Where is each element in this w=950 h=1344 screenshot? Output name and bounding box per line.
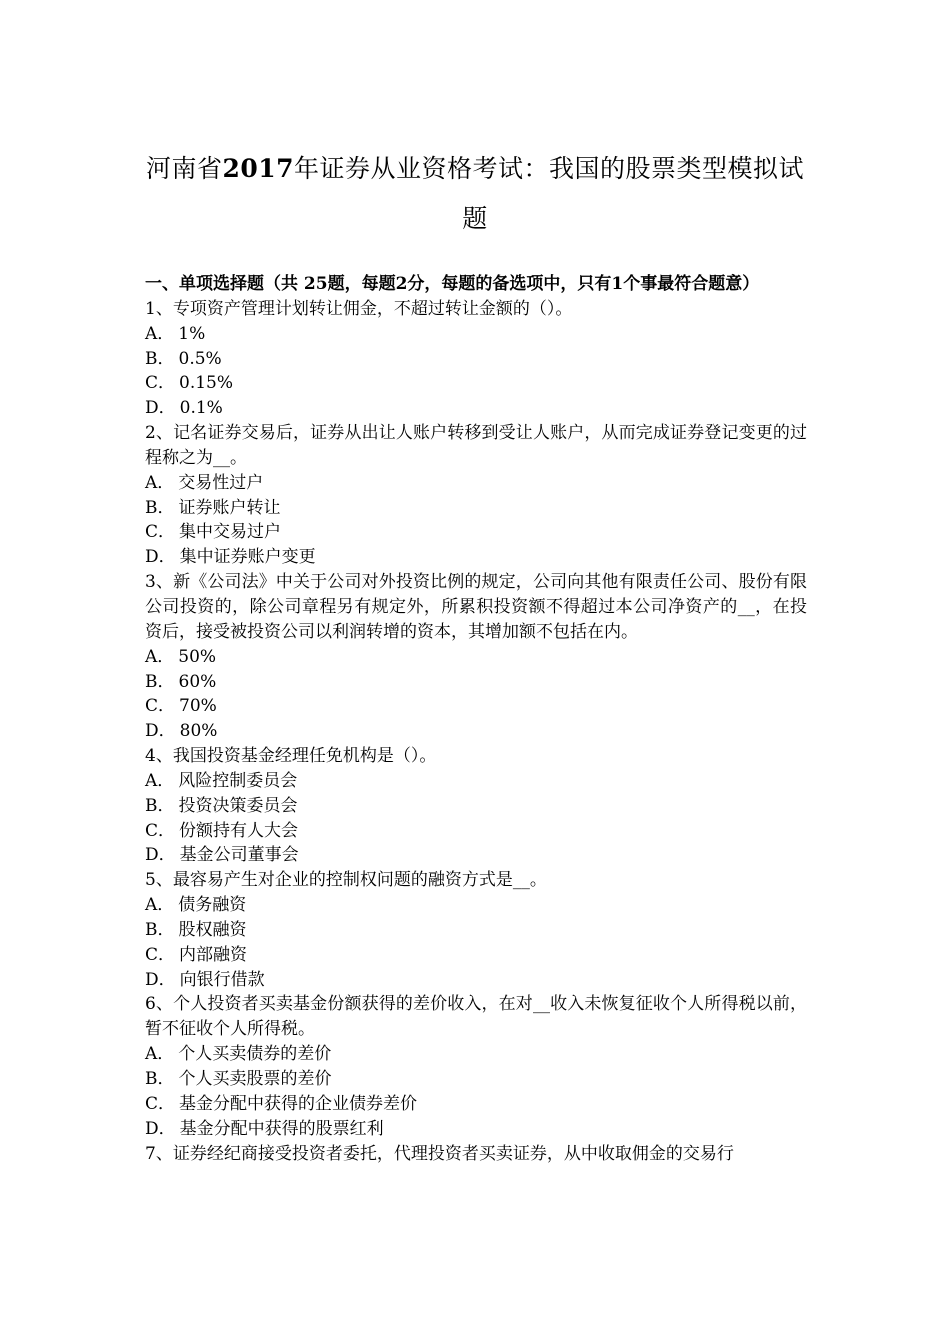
option-text: 集中交易过户	[179, 522, 282, 543]
question-text: 3、新《公司法》中关于公司对外投资比例的规定，公司向其他有限责任公司、股份有限公司投资的，除公司章程另有规定外，所累积投资额不得超过本公司净资产的__，在投资后，接受被投资公司以利润转增的资本，其增加额不包括在内。	[145, 572, 807, 642]
option-text: 投资决策委员会	[178, 795, 298, 816]
answer-option	[145, 471, 807, 496]
option-letter: C．	[145, 820, 176, 841]
option-text: 60%	[178, 671, 217, 692]
option-letter: B．	[145, 348, 175, 369]
title-part2: 年证券从业资格考试：我国的股票类型模拟试题	[294, 154, 805, 233]
question-block	[145, 992, 807, 1141]
option-text: 向银行借款	[179, 969, 265, 990]
option-letter: B．	[145, 1069, 175, 1089]
option-text: 债务融资	[178, 895, 247, 916]
option-text: 0.1%	[179, 398, 223, 419]
answer-option	[145, 545, 807, 570]
option-letter: D．	[145, 398, 176, 419]
question-block	[145, 1142, 807, 1167]
option-text: 个人买卖债券的差价	[178, 1044, 332, 1065]
option-letter: D．	[145, 845, 176, 866]
answer-option	[145, 496, 807, 521]
option-text: 基金分配中获得的股票红利	[179, 1118, 384, 1139]
option-letter: A．	[145, 323, 175, 344]
option-text: 基金公司董事会	[179, 845, 299, 866]
option-letter: B．	[145, 497, 175, 518]
option-text: 风险控制委员会	[178, 770, 298, 791]
question-text: 4、我国投资基金经理任免机构是（）。	[145, 746, 437, 767]
answer-option	[145, 520, 807, 545]
option-text: 80%	[179, 721, 218, 742]
question-text: 5、最容易产生对企业的控制权问题的融资方式是__。	[145, 870, 547, 891]
option-text: 份额持有人大会	[179, 820, 299, 841]
option-letter: D．	[145, 969, 176, 990]
option-text: 基金分配中获得的企业债券差价	[179, 1093, 418, 1114]
answer-option	[145, 719, 807, 744]
question-text: 6、个人投资者买卖基金份额获得的差价收入，在对__收入未恢复征收个人所得税以前，暂不征收个人所得税。	[145, 994, 807, 1040]
answer-option	[145, 918, 807, 943]
question-block	[145, 744, 807, 868]
answer-option	[145, 893, 807, 918]
answer-option	[145, 670, 807, 695]
question-block	[145, 868, 807, 992]
option-text: 0.15%	[179, 373, 234, 394]
answer-option	[145, 1067, 807, 1092]
section-heading: 一、单项选择题（共 25题，每题2分，每题的备选项中，只有1个事最符合题意）	[145, 274, 760, 294]
question-list	[145, 297, 807, 1167]
question-block	[145, 570, 807, 744]
option-letter: D．	[145, 547, 176, 568]
answer-option	[145, 843, 807, 868]
option-letter: C．	[145, 944, 176, 965]
answer-option	[145, 1092, 807, 1117]
option-letter: C．	[145, 1093, 176, 1114]
answer-option	[145, 1117, 807, 1142]
answer-option	[145, 943, 807, 968]
document-body	[145, 272, 807, 1166]
document-title	[140, 144, 810, 244]
option-letter: A．	[145, 895, 175, 916]
option-text: 集中证券账户变更	[179, 547, 316, 568]
option-letter: A．	[145, 472, 175, 493]
answer-option	[145, 769, 807, 794]
option-letter: D．	[145, 721, 176, 742]
question-block	[145, 421, 807, 570]
question-text: 2、记名证券交易后，证券从出让人账户转移到受让人账户，从而完成证券登记变更的过程称之为__。	[145, 423, 807, 468]
answer-option	[145, 347, 807, 372]
option-text: 0.5%	[178, 348, 222, 369]
option-text: 交易性过户	[178, 472, 264, 493]
option-letter: C．	[145, 696, 176, 717]
option-letter: A．	[145, 1044, 175, 1065]
question-text: 7、证券经纪商接受投资者委托，代理投资者买卖证券，从中收取佣金的交易行	[145, 1143, 734, 1164]
answer-option	[145, 645, 807, 670]
answer-option	[145, 371, 807, 396]
option-text: 1%	[178, 323, 206, 344]
answer-option	[145, 968, 807, 993]
option-letter: C．	[145, 522, 176, 543]
answer-option	[145, 396, 807, 421]
option-text: 个人买卖股票的差价	[178, 1069, 332, 1089]
question-block	[145, 297, 807, 421]
answer-option	[145, 819, 807, 844]
option-text: 证券账户转让	[178, 497, 281, 518]
option-text: 股权融资	[178, 919, 247, 940]
question-text: 1、专项资产管理计划转让佣金，不超过转让金额的（）。	[145, 298, 573, 319]
answer-option	[145, 1042, 807, 1067]
option-letter: A．	[145, 646, 175, 667]
option-letter: D．	[145, 1118, 176, 1139]
option-text: 内部融资	[179, 944, 248, 965]
answer-option	[145, 794, 807, 819]
answer-option	[145, 322, 807, 347]
option-letter: C．	[145, 373, 176, 394]
option-letter: A．	[145, 770, 175, 791]
option-text: 50%	[178, 646, 217, 667]
option-letter: B．	[145, 671, 175, 692]
option-letter: B．	[145, 919, 175, 940]
answer-option	[145, 694, 807, 719]
option-letter: B．	[145, 795, 175, 816]
title-part1: 河南省	[145, 154, 223, 183]
title-year: 2017	[222, 154, 295, 183]
option-text: 70%	[179, 696, 217, 717]
